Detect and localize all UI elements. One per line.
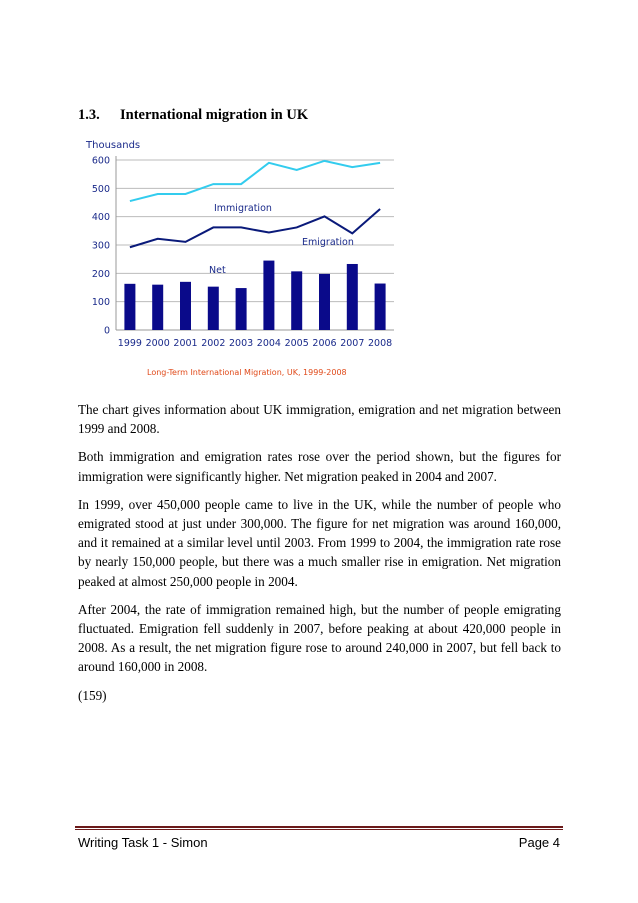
footer-title: Writing Task 1 - Simon bbox=[78, 835, 208, 850]
x-tick-label: 2001 bbox=[173, 338, 198, 349]
net-bar bbox=[152, 285, 163, 330]
y-tick-label: 300 bbox=[91, 240, 110, 252]
immigration-line bbox=[130, 161, 380, 201]
y-tick-label: 0 bbox=[103, 325, 110, 337]
y-tick-label: 100 bbox=[91, 297, 110, 309]
x-tick-label: 2004 bbox=[256, 338, 281, 349]
word-count: (159) bbox=[78, 687, 107, 703]
net-bar bbox=[319, 274, 330, 330]
paragraph-4: After 2004, the rate of immigration remained high, but the number of people emigrating fluctuated. Emigration fell suddenly in 2007, before peaking at about 420,000 people in 2008. As a result, the net migration figure rose to around 240,000 in 2007, but fell back to around 160,000 in 2008. bbox=[78, 601, 561, 675]
net-bar bbox=[291, 271, 302, 330]
net-series-label: Net bbox=[209, 265, 226, 276]
x-tick-label: 2000 bbox=[145, 338, 170, 349]
net-bar bbox=[208, 287, 219, 330]
x-tick-label: 1999 bbox=[117, 338, 142, 349]
x-tick-label: 2002 bbox=[201, 338, 226, 349]
x-tick-label: 2005 bbox=[284, 338, 309, 349]
immigration-series-label: Immigration bbox=[214, 203, 272, 214]
y-tick-label: 500 bbox=[91, 183, 110, 195]
x-tick-label: 2007 bbox=[340, 338, 365, 349]
paragraph-1: The chart gives information about UK immigration, emigration and net migration between 1999 and 2008. bbox=[78, 402, 561, 437]
net-bar bbox=[180, 282, 191, 330]
paragraph-2: Both immigration and emigration rates rose over the period shown, but the figures for immigration were significantly higher. Net migration peaked in 2004 and 2007. bbox=[78, 449, 561, 484]
body-text bbox=[78, 400, 561, 714]
section-heading bbox=[78, 107, 308, 124]
x-tick-label: 2008 bbox=[368, 338, 393, 349]
page-number: Page 4 bbox=[518, 835, 560, 850]
net-bar bbox=[263, 261, 274, 330]
net-bar bbox=[236, 288, 247, 330]
y-tick-label: 200 bbox=[91, 268, 110, 280]
net-bar bbox=[375, 284, 386, 330]
chart-source-caption: Long-Term International Migration, UK, 1999-2008 bbox=[147, 368, 347, 377]
section-title: International migration in UK bbox=[120, 107, 309, 123]
section-number: 1.3. bbox=[78, 107, 100, 123]
migration-chart bbox=[80, 136, 410, 382]
net-bar bbox=[347, 264, 358, 330]
y-tick-label: 400 bbox=[91, 212, 110, 224]
y-tick-label: 600 bbox=[91, 155, 110, 167]
emigration-series-label: Emigration bbox=[302, 237, 354, 248]
x-tick-label: 2006 bbox=[312, 338, 337, 349]
x-tick-label: 2003 bbox=[229, 338, 254, 349]
y-axis-label: Thousands bbox=[86, 140, 141, 151]
paragraph-3: In 1999, over 450,000 people came to live in the UK, while the number of people who emigrated stood at just under 300,000. The figure for net migration was around 160,000, and it remained at a similar level until 2003. From 1999 to 2004, the immigration rate rose by nearly 150,000 people, but there was a much smaller rise in emigration. Net migration peaked at almost 250,000 people in 2004. bbox=[78, 496, 561, 589]
footer-divider bbox=[75, 826, 563, 830]
net-bar bbox=[124, 284, 135, 330]
